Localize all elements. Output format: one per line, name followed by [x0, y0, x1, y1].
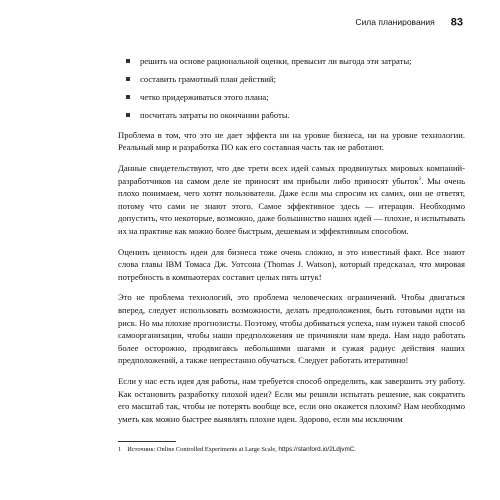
footnote — [118, 445, 465, 454]
footnote-text: Источник: Online Controlled Experiments at Large Scale, — [127, 446, 277, 453]
list-item — [118, 109, 465, 122]
paragraph: Проблема в том, что это не дает эффекта ни на уровне бизнеса, ни на уровне технологии. Реальный мир и разработка ПО как его составная часть так не работают. — [118, 129, 465, 153]
footnote-divider — [118, 441, 176, 442]
list-item-text: решить на основе рациональной оценки, превысит ли выгода эти затраты; — [140, 56, 412, 66]
paragraph: Оценить ценность идеи для бизнеса тоже очень сложно, и это известный факт. Все знают слова главы IBM Томаса Дж. Уотсона (Thomas J. Watson), который предсказал, что мировая потребность в компьютерах составит целых пять штук! — [118, 246, 465, 282]
list-item — [118, 73, 465, 86]
list-item-text: составить грамотный план действий; — [140, 74, 276, 85]
paragraph-text: Данные свидетельствуют, что две трети всех идей самых продвинутых мировых компаний-разработчиков на самом деле не приносят им прибыли либо приносят убыток — [118, 163, 465, 186]
square-bullet-icon — [126, 77, 130, 81]
paragraph: Это не проблема технологий, это проблема человеческих ограничений. Чтобы двигаться вперед, следует использовать возможности, делать предположения, быть готовыми идти на риск. Но мы плохие прогнозисты. Поэтому, чтобы добиваться успеха, нам нужен такой способ самоорганизации, чтобы наши предположения не причиняли нам вреда. Нам надо работать более осторожно, продвигаясь небольшими шагами и сужая радиус действия наших предположений, а также непрестанно обучаться. Следует работать итеративно! — [118, 292, 465, 366]
paragraph: Если у нас есть идея для работы, нам требуется способ определить, как завершить эту работу. Как остановить разработку плохой идеи? Если мы решили испытать решение, как сократить его масштаб так, чтобы не потерять вообще все, если оно окажется плохим? Нам необходимо уметь как можно быстрее выявлять плохие идеи. Здорово, если мы исключим — [118, 375, 465, 424]
running-title: Сила планирования — [355, 17, 435, 28]
footnote-area — [118, 441, 465, 454]
footnote-reference[interactable]: 1 — [418, 175, 422, 182]
page-header — [0, 13, 463, 29]
square-bullet-icon — [126, 95, 130, 99]
list-item-text: посчитать затраты по окончании работы. — [140, 110, 290, 121]
page-number: 83 — [450, 16, 463, 29]
paragraph — [118, 162, 465, 238]
list-item — [118, 91, 465, 104]
list-item — [118, 55, 465, 68]
footnote-mark: 1 — [118, 446, 122, 453]
square-bullet-icon — [126, 113, 130, 117]
footnote-link[interactable]: https://stanford.io/2LdjvmC. — [278, 446, 357, 453]
bullet-list — [118, 55, 465, 122]
paragraph-text-continued: . Мы очень плохо понимаем, чего хотят пользователи. Даже если мы спросим их самих, они не ответят, потому что сами не знают этого. Самое эффективное здесь — итерация. Необходимо допустить, что некоторые, возможно, даже большинство наших идей — плохие, и испытывать их на практике как можно более быстрым, дешевым и эффективным способом. — [118, 175, 466, 237]
body-text — [118, 55, 465, 433]
list-item-text: четко придерживаться этого плана; — [140, 92, 269, 103]
square-bullet-icon — [126, 59, 130, 63]
